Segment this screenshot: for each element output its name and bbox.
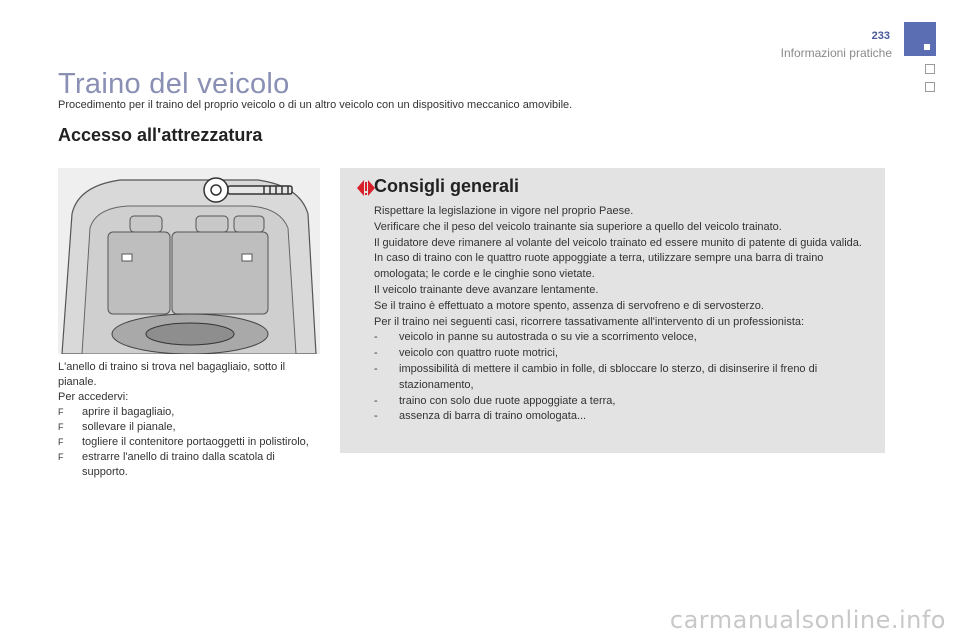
list-item (374, 330, 874, 346)
list-item (58, 435, 318, 450)
case-text: veicolo con quattro ruote motrici, (399, 347, 558, 360)
list-item (374, 409, 874, 425)
step-text: estrarre l'anello di traino dalla scatola di supporto. (82, 451, 275, 478)
tips-title: Consigli generali (374, 176, 520, 196)
case-text: assenza di barra di traino omologata... (399, 410, 587, 423)
case-text: veicolo in panne su autostrada o su vie a scorrimento veloce, (399, 331, 697, 344)
list-item (374, 394, 874, 410)
case-text: traino con solo due ruote appoggiate a terra, (399, 394, 616, 407)
tips-body (374, 204, 874, 425)
intro-text: Procedimento per il traino del proprio veicolo o di un altro veicolo con un dispositivo meccanico amovibile. (58, 99, 573, 111)
dash-marker: - (374, 347, 378, 360)
section-title: Accesso all'attrezzatura (58, 125, 263, 145)
warning-icon (356, 178, 376, 198)
headrest (196, 216, 228, 232)
tip-paragraph: Verificare che il peso del veicolo trainante sia superiore a quello del veicolo trainato. (374, 220, 782, 233)
tip-paragraph: Rispettare la legislazione in vigore nel proprio Paese. (374, 205, 634, 217)
step-text: sollevare il pianale, (82, 421, 176, 433)
seat-latch (122, 254, 132, 261)
access-intro-text: Per accedervi: (58, 391, 129, 403)
page-number: 233 (871, 30, 890, 42)
tip-paragraph: Per il traino nei seguenti casi, ricorrere tassativamente all'intervento di un professionista: (374, 315, 805, 328)
page-title: Traino del veicolo (58, 68, 290, 100)
access-steps-list (58, 405, 318, 480)
case-text: impossibilità di mettere il cambio in folle, di sbloccare lo sterzo, di disinserire il freno di stazionamento, (399, 362, 818, 391)
list-item (374, 346, 874, 362)
dash-marker: - (374, 410, 378, 423)
section-name: Informazioni pratiche (780, 46, 892, 60)
storage-box (146, 323, 234, 345)
list-item (374, 362, 874, 394)
headrest (234, 216, 264, 232)
bullet-icon: F (58, 422, 64, 432)
seat-back-left (108, 232, 170, 314)
bullet-icon: F (58, 407, 64, 417)
bullet-icon: F (58, 437, 64, 447)
tab-marker-icon (924, 44, 930, 50)
access-instructions (58, 360, 318, 480)
seat-latch (242, 254, 252, 261)
dash-marker: - (374, 362, 378, 375)
step-text: togliere il contenitore portaoggetti in polistirolo, (82, 436, 309, 448)
dash-marker: - (374, 394, 378, 407)
dash-marker: - (374, 331, 378, 344)
bullet-icon: F (58, 452, 64, 462)
location-text: L'anello di traino si trova nel bagagliaio, sotto il pianale. (58, 361, 286, 388)
list-item (58, 420, 318, 435)
general-tips-box (340, 168, 885, 453)
chapter-tab[interactable] (925, 64, 935, 74)
headrest (130, 216, 162, 232)
chapter-tab-active[interactable] (904, 22, 936, 56)
seat-back-right (172, 232, 268, 314)
professional-cases-list (374, 330, 874, 425)
list-item (58, 405, 318, 420)
tip-paragraph: In caso di traino con le quattro ruote appoggiate a terra, utilizzare sempre una barra di traino omologata; le corde e le cinghie sono vietate. (374, 252, 824, 281)
chapter-tab[interactable] (925, 82, 935, 92)
watermark: carmanualsonline.info (669, 606, 946, 634)
tip-paragraph: Se il traino è effettuato a motore spento, assenza di servofreno e di servosterzo. (374, 299, 764, 312)
step-text: aprire il bagagliaio, (82, 406, 175, 418)
list-item (58, 450, 318, 480)
tip-paragraph: Il guidatore deve rimanere al volante del veicolo trainato ed essere munito di patente di guida valida. (374, 236, 862, 249)
trunk-photo (58, 168, 320, 354)
tip-paragraph: Il veicolo trainante deve avanzare lentamente. (374, 283, 599, 296)
